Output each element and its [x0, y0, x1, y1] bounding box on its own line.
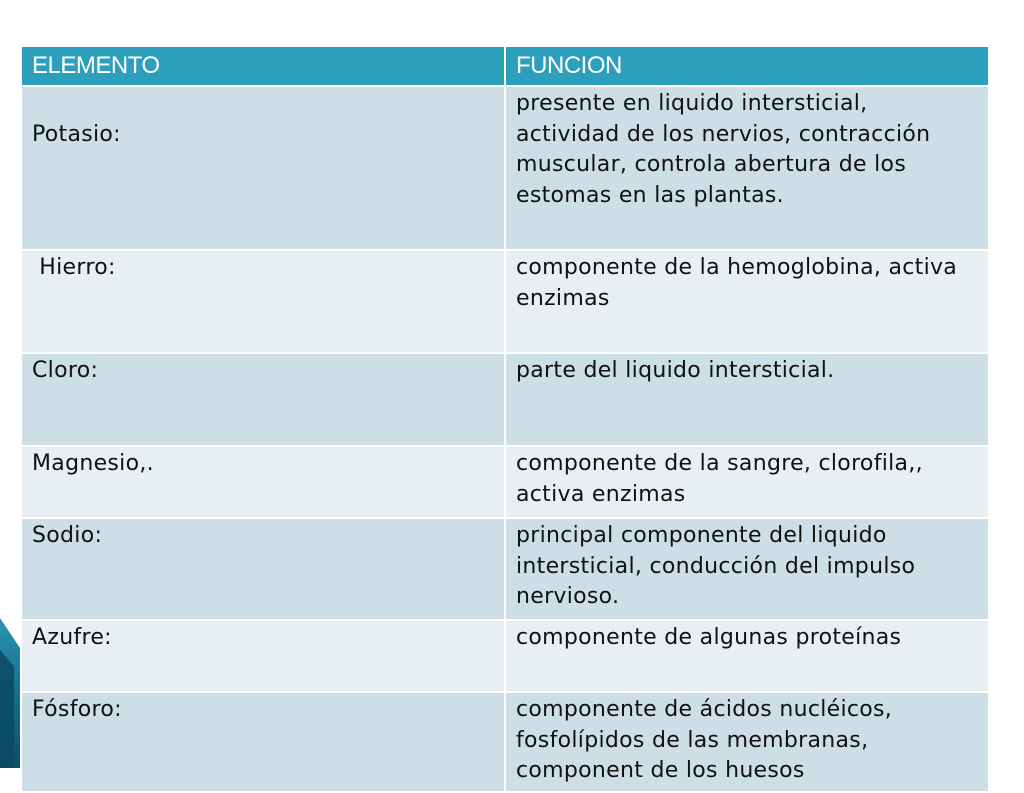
cell-funcion: parte del liquido intersticial. — [505, 353, 989, 446]
cell-funcion: componente de la hemoglobina, activa enzimas — [505, 250, 989, 353]
table-row — [21, 86, 989, 250]
elements-function-table — [20, 45, 990, 793]
cell-funcion: componente de la sangre, clorofila,, activa enzimas — [505, 446, 989, 518]
slide-corner-decoration-dark — [0, 650, 14, 768]
table-row — [21, 692, 989, 792]
table-row — [21, 446, 989, 518]
cell-funcion: principal componente del liquido intersticial, conducción del impulso nervioso. — [505, 518, 989, 620]
cell-elemento: Potasio: — [21, 86, 505, 250]
table-header-row — [21, 46, 989, 86]
cell-funcion: presente en liquido intersticial, actividad de los nervios, contracción muscular, controla abertura de los estomas en las plantas. — [505, 86, 989, 250]
table-row — [21, 250, 989, 353]
cell-elemento: Hierro: — [21, 250, 505, 353]
cell-funcion: componente de ácidos nucléicos, fosfolípidos de las membranas, component de los huesos — [505, 692, 989, 792]
cell-funcion: componente de algunas proteínas — [505, 620, 989, 692]
header-funcion: FUNCION — [505, 46, 989, 86]
cell-elemento: Magnesio,. — [21, 446, 505, 518]
header-elemento: ELEMENTO — [21, 46, 505, 86]
cell-elemento: Sodio: — [21, 518, 505, 620]
table-row — [21, 518, 989, 620]
cell-elemento: Fósforo: — [21, 692, 505, 792]
cell-elemento: Azufre: — [21, 620, 505, 692]
table-row — [21, 620, 989, 692]
cell-elemento: Cloro: — [21, 353, 505, 446]
table-row — [21, 353, 989, 446]
